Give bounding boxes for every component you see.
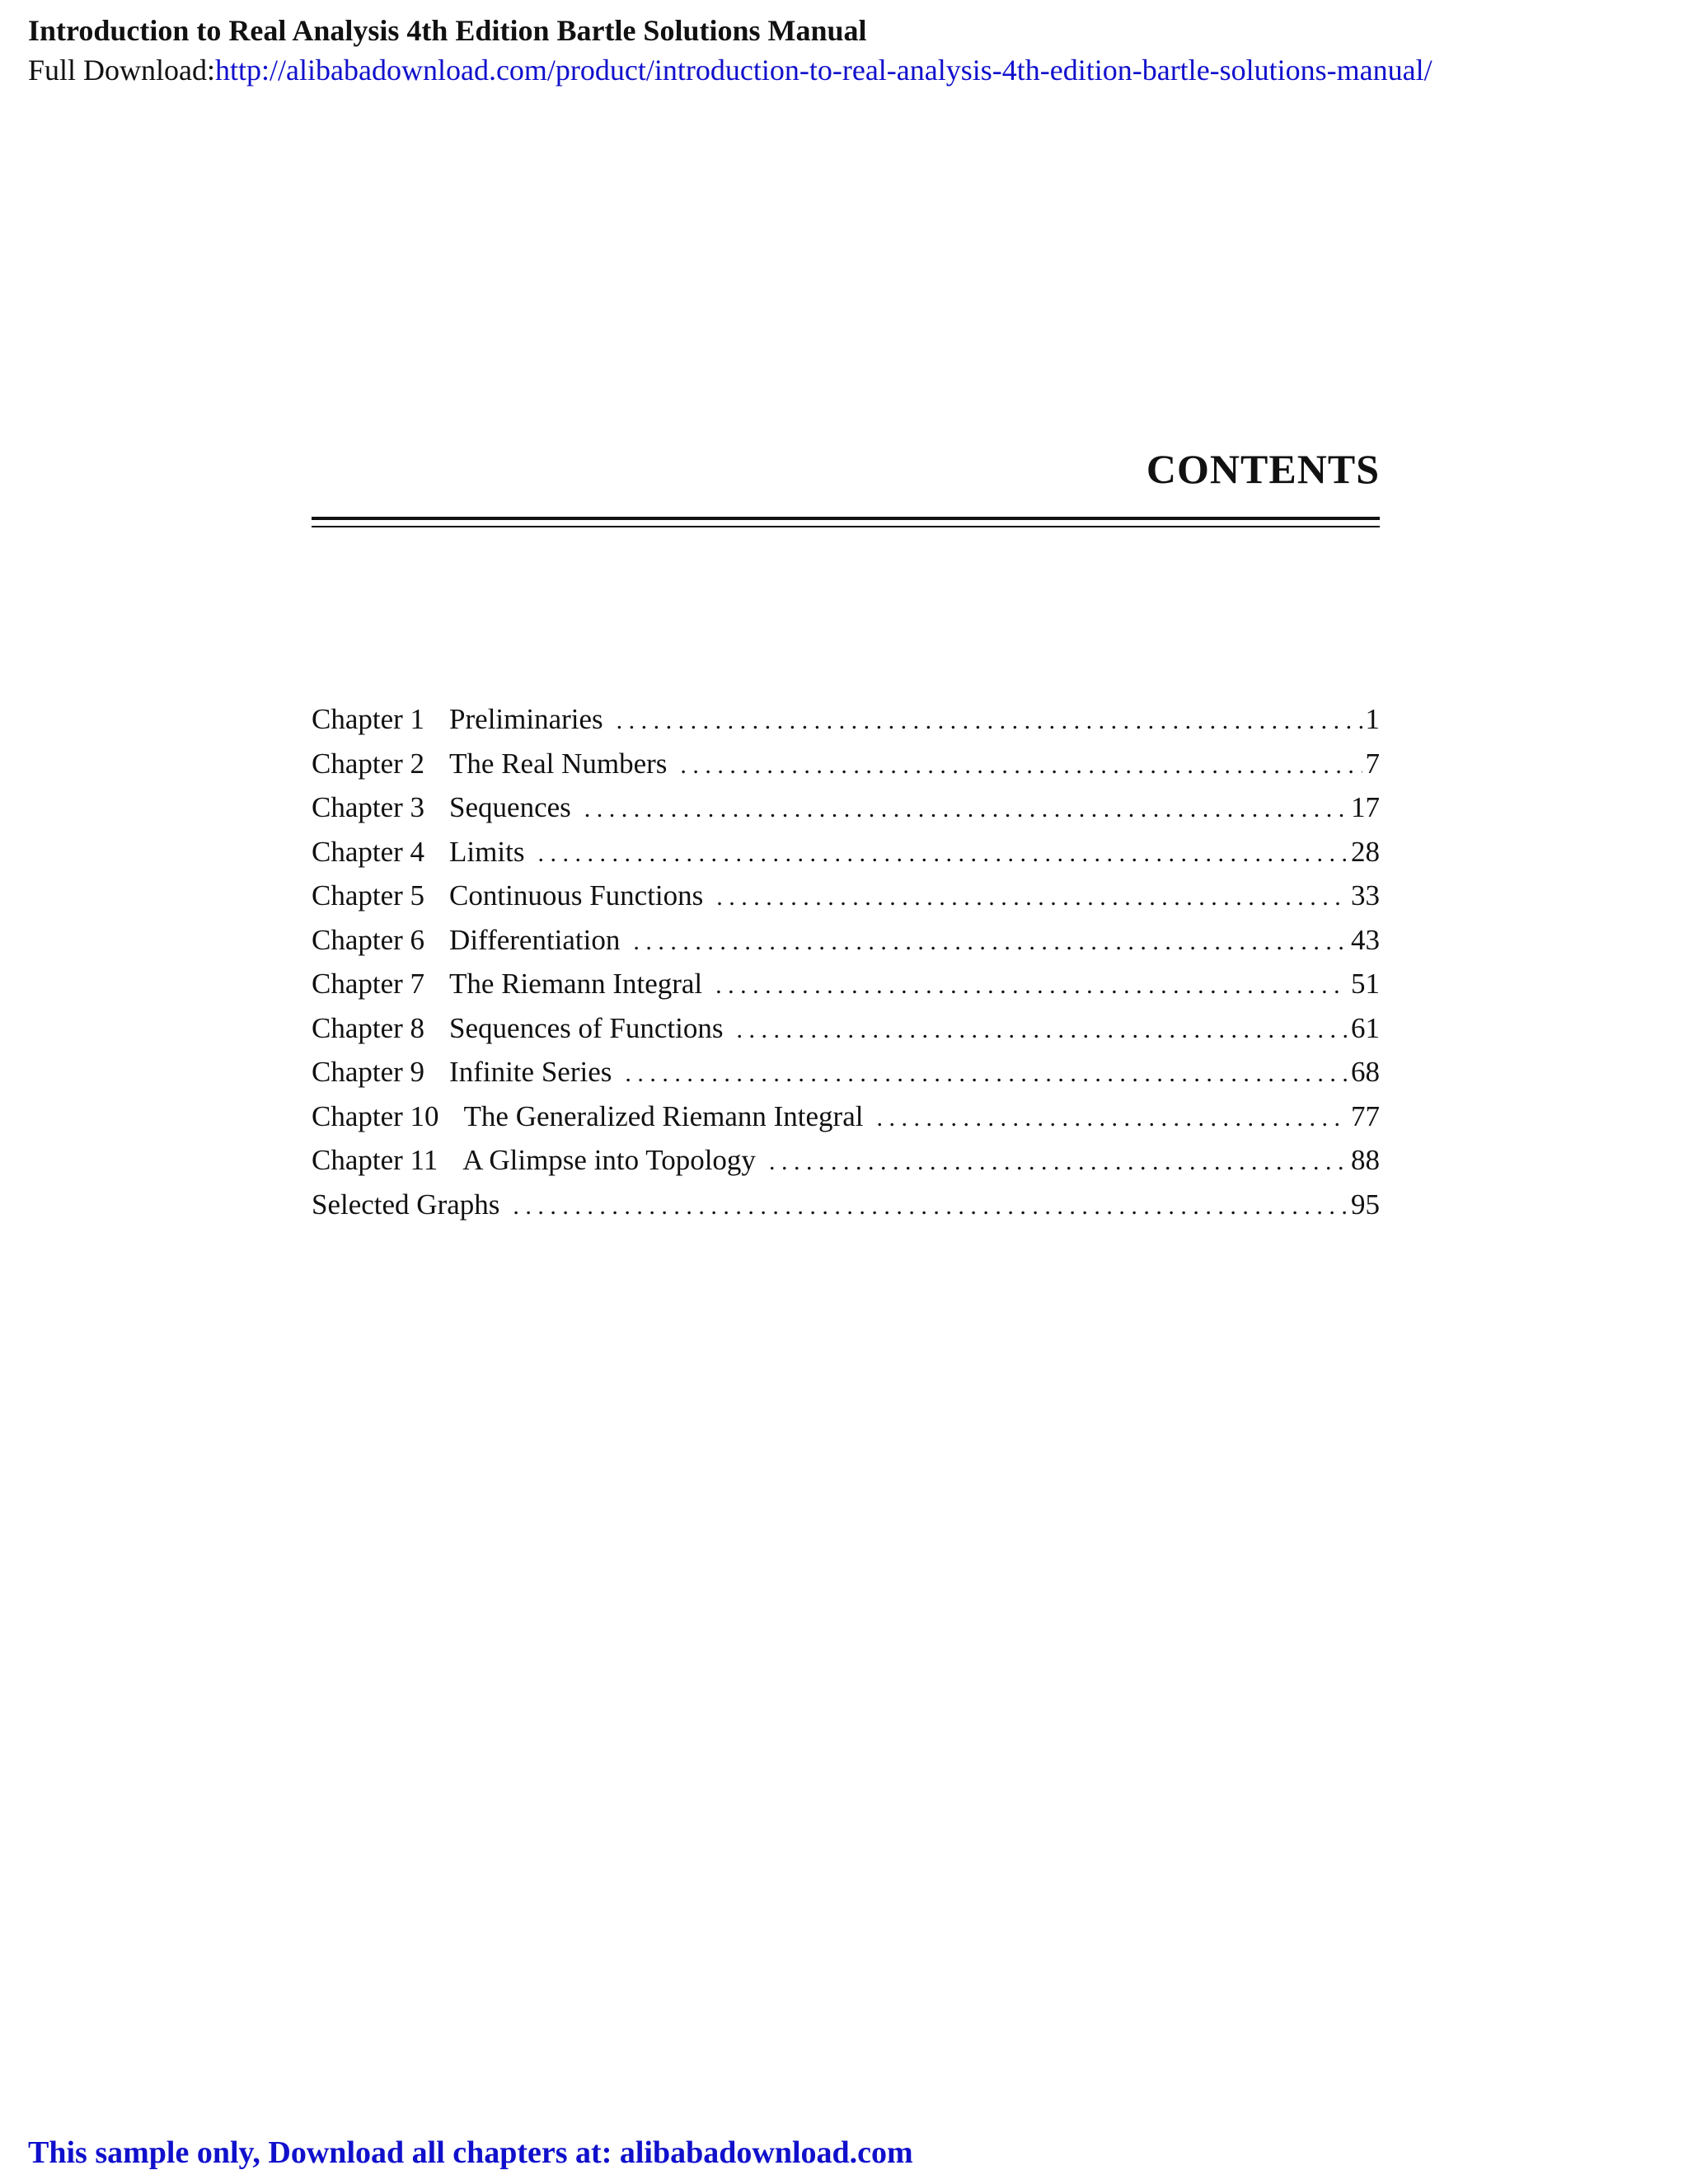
toc-entry[interactable]: [312, 832, 1380, 876]
toc-entry[interactable]: [312, 1096, 1380, 1141]
heading-rule-thick: [312, 517, 1380, 520]
toc-chapter-label: Chapter 7: [312, 968, 425, 1000]
toc-chapter-label: Chapter 3: [312, 791, 425, 823]
toc-page-number: 51: [1351, 968, 1380, 1000]
toc-dot-leader: [715, 965, 1348, 1006]
toc-dot-leader: [537, 833, 1348, 874]
contents-heading: CONTENTS: [1146, 446, 1380, 492]
toc-dot-leader: [617, 701, 1362, 742]
download-line: [28, 51, 1432, 89]
toc-chapter-label: Chapter 10: [312, 1099, 439, 1132]
toc-chapter-title: Selected Graphs: [312, 1188, 500, 1221]
heading-rule-thin: [312, 526, 1380, 527]
toc-entry[interactable]: [312, 743, 1380, 788]
toc-chapter-title: The Generalized Riemann Integral: [463, 1099, 864, 1132]
toc-chapter-label: Chapter 6: [312, 923, 425, 956]
toc-page-number: 33: [1351, 879, 1380, 912]
toc-page-number: 88: [1351, 1144, 1380, 1176]
toc-page-number: 28: [1351, 835, 1380, 868]
toc-chapter-title: Limits: [449, 835, 525, 868]
toc-dot-leader: [876, 1098, 1348, 1139]
document-title: Introduction to Real Analysis 4th Edition Bartle Solutions Manual: [28, 14, 867, 47]
toc-dot-leader: [737, 1010, 1348, 1051]
toc-chapter-label: Chapter 5: [312, 879, 425, 912]
toc-dot-leader: [584, 789, 1348, 830]
toc-dot-leader: [625, 1053, 1348, 1094]
toc-chapter-title: Preliminaries: [449, 703, 603, 735]
toc-page-number: 95: [1351, 1188, 1380, 1221]
toc-chapter-label: Chapter 4: [312, 835, 425, 868]
toc-chapter-label: Chapter 11: [312, 1144, 438, 1176]
toc-chapter-title: Differentiation: [449, 923, 621, 956]
toc-entry[interactable]: [312, 1008, 1380, 1052]
toc-entry[interactable]: [312, 1052, 1380, 1096]
toc-chapter-label: Chapter 9: [312, 1056, 425, 1088]
download-prefix: Full Download:: [28, 54, 216, 87]
toc-entry[interactable]: [312, 787, 1380, 832]
toc-chapter-title: Sequences of Functions: [449, 1011, 724, 1044]
toc-chapter-title: Infinite Series: [449, 1056, 612, 1088]
toc-dot-leader: [680, 745, 1362, 786]
toc-chapter-title: Continuous Functions: [449, 879, 704, 912]
toc-page-number: 17: [1351, 791, 1380, 823]
toc-dot-leader: [716, 877, 1348, 918]
toc-chapter-label: Chapter 1: [312, 703, 425, 735]
toc-entry[interactable]: [312, 699, 1380, 743]
download-link[interactable]: http://alibabadownload.com/product/introduction-to-real-analysis-4th-edition-bartle-solutions-manual/: [215, 54, 1432, 87]
toc-page-number: 68: [1351, 1056, 1380, 1088]
toc-page-number: 1: [1365, 703, 1380, 735]
toc-entry[interactable]: [312, 920, 1380, 964]
toc-dot-leader: [633, 921, 1348, 963]
toc-entry[interactable]: [312, 963, 1380, 1008]
toc-entry[interactable]: [312, 875, 1380, 920]
toc-page-number: 43: [1351, 923, 1380, 956]
toc-chapter-title: A Glimpse into Topology: [462, 1144, 756, 1176]
toc-chapter-title: The Real Numbers: [449, 747, 668, 780]
toc-page-number: 7: [1365, 747, 1380, 780]
toc-entry[interactable]: [312, 1184, 1380, 1229]
toc-chapter-label: Chapter 2: [312, 747, 425, 780]
toc-dot-leader: [513, 1186, 1348, 1227]
toc-page-number: 77: [1351, 1099, 1380, 1132]
toc-chapter-title: The Riemann Integral: [449, 968, 703, 1000]
toc-entry[interactable]: [312, 1140, 1380, 1184]
toc-chapter-title: Sequences: [449, 791, 571, 823]
toc-dot-leader: [769, 1141, 1348, 1183]
toc-page-number: 61: [1351, 1011, 1380, 1044]
toc-chapter-label: Chapter 8: [312, 1011, 425, 1044]
table-of-contents: [312, 699, 1380, 1228]
footer-download-note[interactable]: This sample only, Download all chapters at: alibabadownload.com: [28, 2135, 913, 2170]
